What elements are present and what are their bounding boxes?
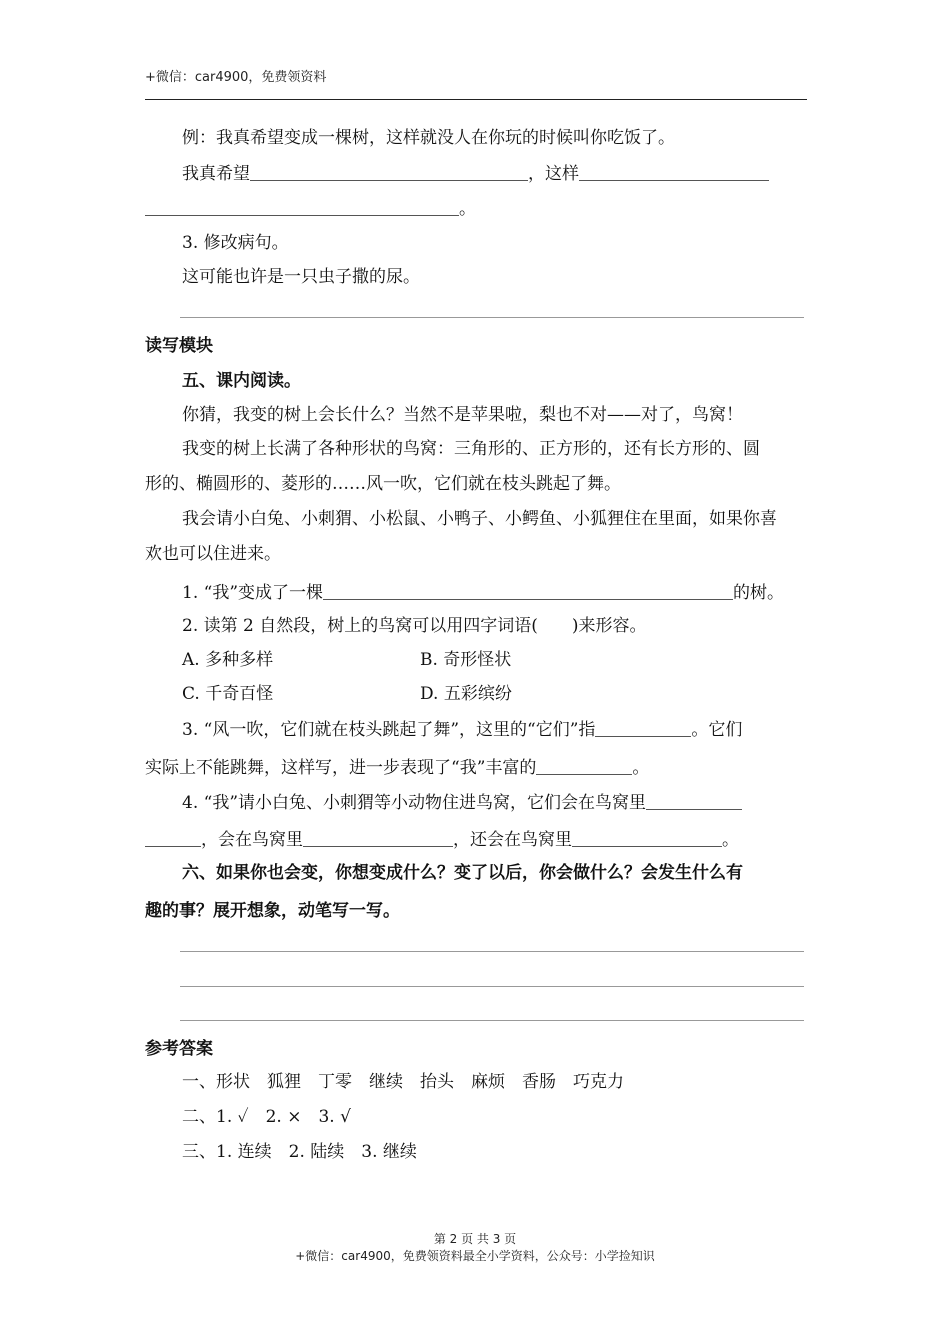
q3b-text: 3. “风一吹，它们就在枝头跳起了舞”，这里的“它们”指: [182, 720, 596, 740]
passage-line-4: 我会请小白兔、小刺猬、小松鼠、小鸭子、小鳄鱼、小狐狸住在里面，如果你喜: [182, 509, 777, 529]
header-divider: [145, 99, 807, 100]
q4-mid-2: ，还会在鸟窝里: [453, 830, 572, 850]
reading-question-1: [182, 581, 784, 604]
answer-blank[interactable]: [323, 581, 733, 600]
fill-in-line-2: [145, 197, 476, 220]
answer-blank[interactable]: [572, 828, 722, 847]
fill-end: 。: [459, 199, 476, 219]
answer-blank[interactable]: [145, 828, 201, 847]
answer-blank[interactable]: [250, 162, 528, 181]
section-title: 读写模块: [145, 336, 213, 356]
option-b: B. 奇形怪状: [420, 650, 512, 670]
fill-middle: ，这样: [528, 164, 579, 184]
q4-mid-1: ，会在鸟窝里: [201, 830, 303, 850]
q4-text: 4. “我”请小白兔、小刺猬等小动物住进鸟窝，它们会在鸟窝里: [182, 793, 647, 813]
example-sentence: 例：我真希望变成一棵树，这样就没人在你玩的时候叫你吃饭了。: [182, 128, 675, 148]
answer-blank[interactable]: [646, 791, 742, 810]
question-3-sentence: 这可能也许是一只虫子撒的尿。: [182, 267, 420, 287]
reading-question-4-line-2: [145, 828, 739, 851]
reading-question-2: 2. 读第 2 自然段，树上的鸟窝可以用四字词语( )来形容。: [182, 616, 647, 636]
q3b-text-2: 实际上不能跳舞，这样写，进一步表现了“我”丰富的: [145, 758, 537, 778]
fill-in-line-1: [182, 162, 769, 185]
part-5-title: 五、课内阅读。: [182, 371, 301, 391]
q1-end: 的树。: [733, 583, 785, 603]
answer-key-3: 三、1. 连续 2. 陆续 3. 继续: [182, 1142, 417, 1162]
option-a: A. 多种多样: [182, 650, 274, 670]
passage-line-1: 你猜，我变的树上会长什么？当然不是苹果啦，梨也不对——对了，鸟窝！: [182, 405, 743, 425]
answer-line[interactable]: [180, 317, 804, 318]
reading-question-3-line-2: [145, 756, 649, 779]
answer-blank[interactable]: [579, 162, 769, 181]
passage-line-2: 我变的树上长满了各种形状的鸟窝：三角形的、正方形的，还有长方形的、圆: [182, 439, 760, 459]
writing-line[interactable]: [180, 951, 804, 952]
header-text: +微信：car4900，免费领资料: [145, 70, 327, 85]
answer-blank[interactable]: [303, 828, 453, 847]
page-number: 第 2 页 共 3 页: [433, 1232, 517, 1246]
q3b-end: 。: [632, 758, 650, 778]
answer-blank[interactable]: [595, 718, 691, 737]
passage-line-5: 欢也可以住进来。: [145, 544, 281, 564]
fill-prefix: 我真希望: [182, 164, 250, 184]
option-d: D. 五彩缤纷: [420, 684, 512, 704]
q1-text: 1. “我”变成了一棵: [182, 583, 324, 603]
answer-key-1: 一、形状 狐狸 丁零 继续 抬头 麻烦 香肠 巧克力: [182, 1072, 624, 1092]
part-6-title-line-1: 六、如果你也会变，你想变成什么？变了以后，你会做什么？会发生什么有: [182, 863, 743, 883]
answer-blank[interactable]: [145, 197, 459, 216]
reading-question-3-line-1: [182, 718, 742, 741]
footer-text: +微信：car4900，免费领资料最全小学资料，公众号：小学捡知识: [295, 1249, 655, 1263]
writing-line[interactable]: [180, 986, 804, 987]
writing-line[interactable]: [180, 1020, 804, 1021]
answer-key-2: 二、1. ✓ 2. × 3. √: [182, 1107, 351, 1127]
q3b-mid: 。它们: [691, 720, 743, 740]
passage-line-3: 形的、椭圆形的、菱形的……风一吹，它们就在枝头跳起了舞。: [145, 474, 621, 494]
reading-question-4-line-1: [182, 791, 742, 814]
answer-blank[interactable]: [536, 756, 632, 775]
part-6-title-line-2: 趣的事？展开想象，动笔写一写。: [145, 901, 400, 921]
option-c: C. 千奇百怪: [182, 684, 274, 704]
q4-end: 。: [722, 830, 739, 850]
answers-title: 参考答案: [145, 1039, 213, 1059]
question-3-title: 3. 修改病句。: [182, 233, 289, 253]
